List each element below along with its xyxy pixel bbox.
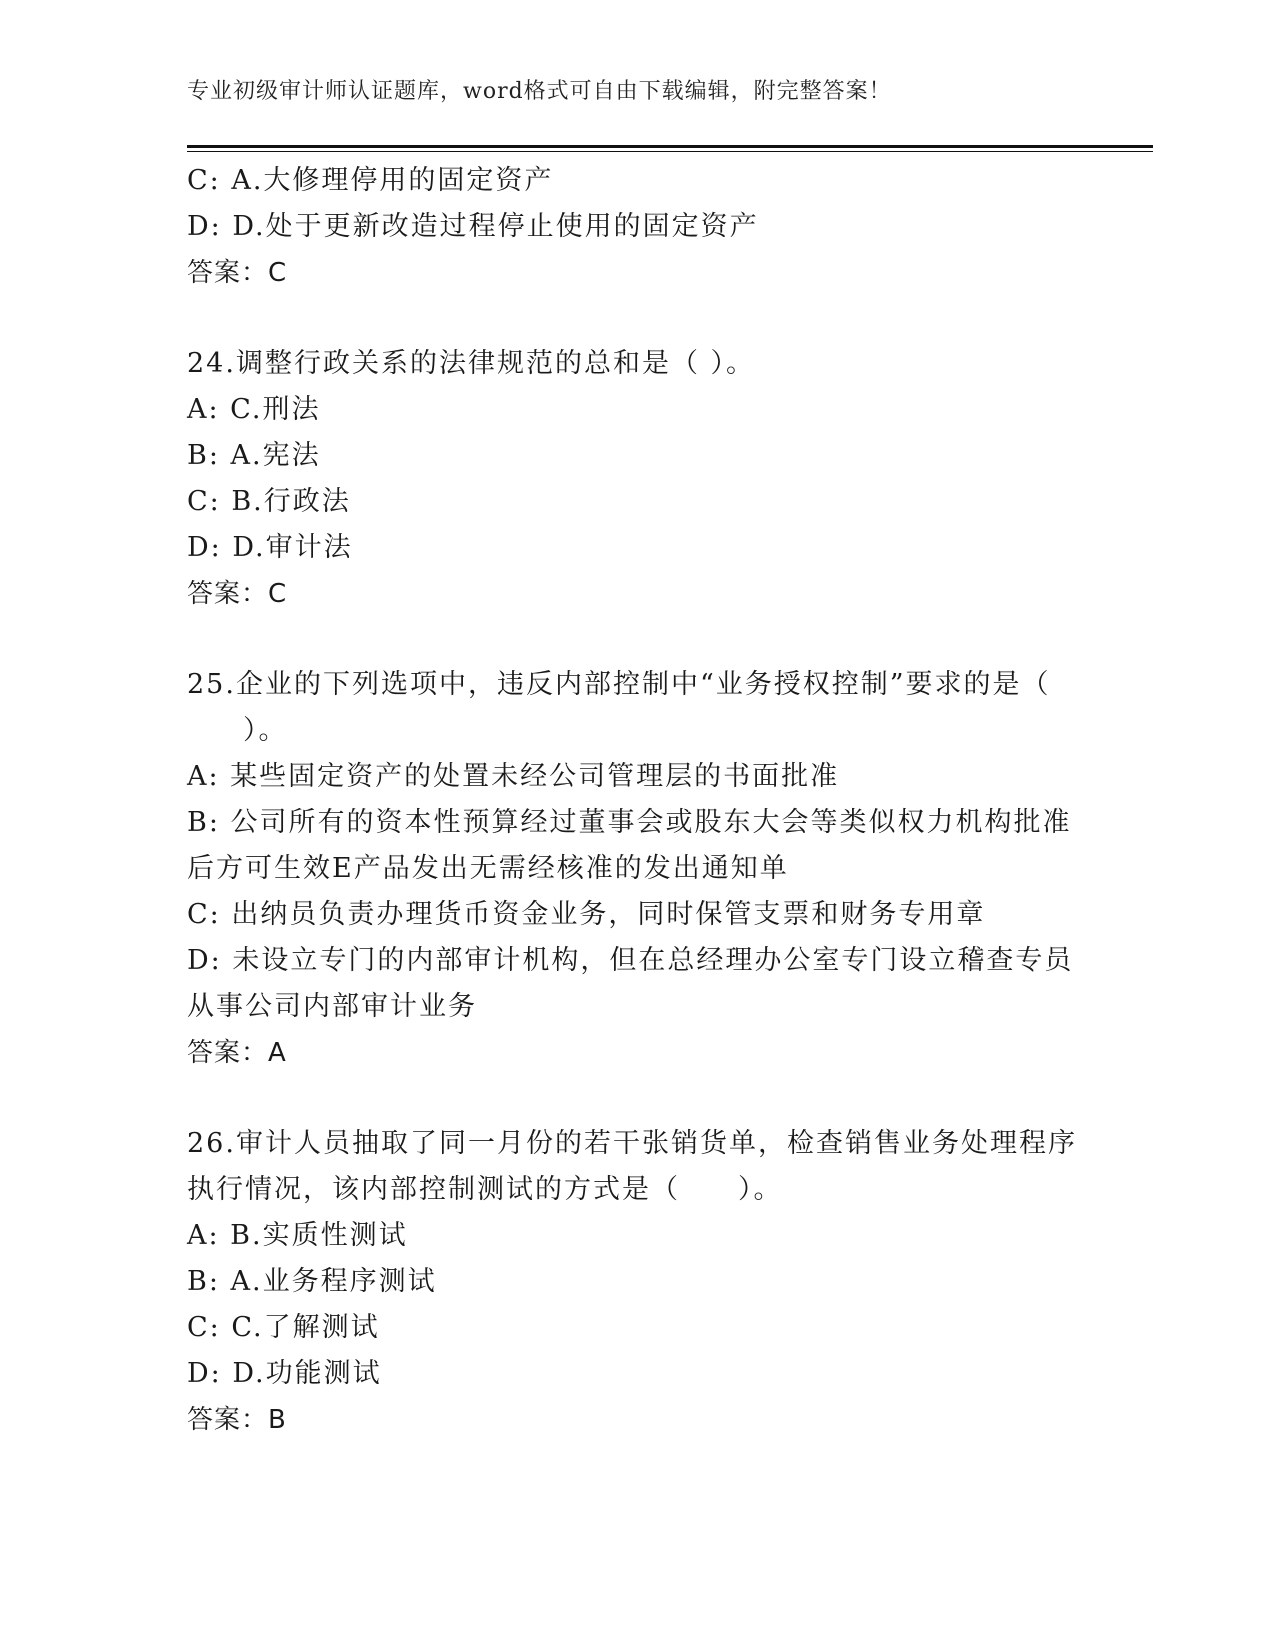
option-c: C: C.了解测试	[187, 1312, 380, 1343]
question-stem-line2: ）。	[243, 715, 288, 746]
answer: 答案：B	[187, 1405, 287, 1435]
question-stem-line1: 25.企业的下列选项中，违反内部控制中“业务授权控制”要求的是（	[187, 669, 1051, 700]
question-stem: 24.调整行政关系的法律规范的总和是（ ）。	[187, 348, 756, 379]
option-b: B: 公司所有的资本性预算经过董事会或股东大会等类似权力机构批准	[187, 807, 1072, 838]
option-d: D: D.功能测试	[187, 1358, 382, 1389]
option-d: D: D.处于更新改造过程停止使用的固定资产	[187, 211, 759, 242]
option-c: C: A.大修理停用的固定资产	[187, 165, 554, 196]
previous-question-tail	[187, 158, 1087, 296]
answer: 答案：C	[187, 258, 288, 288]
question-26	[187, 1121, 1087, 1443]
header-rule-thin	[187, 151, 1153, 152]
option-c: C: 出纳员负责办理货币资金业务，同时保管支票和财务专用章	[187, 899, 986, 930]
option-d-continued: 从事公司内部审计业务	[187, 991, 477, 1022]
option-d: D: D.审计法	[187, 532, 353, 563]
page-header: 专业初级审计师认证题库，word格式可自由下载编辑，附完整答案！	[187, 79, 892, 104]
option-a: A: 某些固定资产的处置未经公司管理层的书面批准	[187, 761, 840, 792]
option-b: B: A.业务程序测试	[187, 1266, 437, 1297]
header-rule-thick	[187, 145, 1153, 148]
question-25	[187, 662, 1087, 1076]
question-stem-line2: 执行情况，该内部控制测试的方式是（ ）。	[187, 1174, 783, 1205]
option-b: B: A.宪法	[187, 440, 321, 471]
option-c: C: B.行政法	[187, 486, 351, 517]
question-stem-line1: 26.审计人员抽取了同一月份的若干张销货单，检查销售业务处理程序	[187, 1128, 1077, 1159]
answer: 答案：C	[187, 579, 288, 609]
option-a: A: B.实质性测试	[187, 1220, 408, 1251]
answer: 答案：A	[187, 1038, 287, 1068]
option-d: D: 未设立专门的内部审计机构，但在总经理办公室专门设立稽查专员	[187, 945, 1074, 976]
question-24	[187, 341, 1087, 617]
option-a: A: C.刑法	[187, 394, 321, 425]
option-b-continued: 后方可生效E产品发出无需经核准的发出通知单	[187, 853, 789, 884]
question-content	[187, 158, 1087, 1443]
